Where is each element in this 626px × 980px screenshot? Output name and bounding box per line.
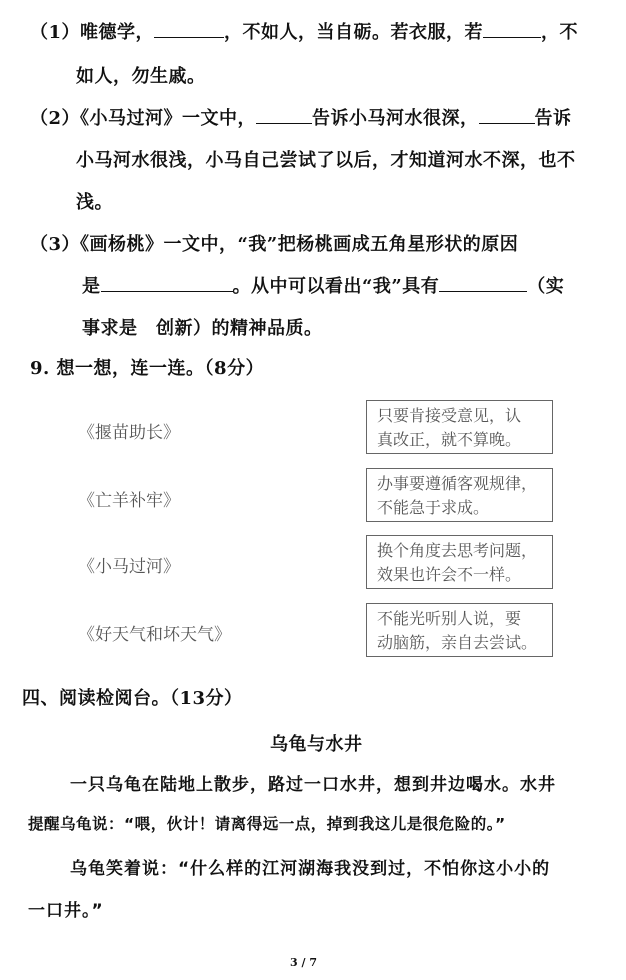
page-number: 3 / 7 [290, 956, 317, 969]
q9-title: 9. 想一想，连一连。（8分） [30, 358, 265, 379]
idiom-1[interactable]: 《揠苗助长》 [78, 423, 180, 443]
q8-item1-text-b: ，不如人，当自砺。若衣服，若 [224, 22, 484, 43]
meaning-4-line1: 不能光听别人说，要 [377, 609, 522, 628]
meaning-box-1[interactable] [366, 400, 553, 454]
q8-item1-blank-2[interactable] [483, 19, 541, 38]
q8-item1-text-c: ，不 [541, 22, 579, 43]
idiom-2[interactable]: 《亡羊补牢》 [78, 491, 180, 511]
meaning-2-line2: 不能急于求成。 [377, 498, 490, 517]
q8-item2-line2: 小马河水很浅，小马自己尝试了以后，才知道河水不深，也不 [76, 150, 576, 171]
story-p2-line1: 乌龟笑着说：“什么样的江河湖海我没到过，不怕你这小小的 [70, 859, 551, 879]
meaning-box-4[interactable] [366, 603, 553, 657]
q8-item1-number: （1） [30, 22, 81, 43]
meaning-4-line2: 动脑筋，亲自去尝试。 [377, 633, 538, 652]
q8-item2-blank-1[interactable] [256, 105, 312, 124]
idiom-4[interactable]: 《好天气和坏天气》 [78, 625, 231, 645]
story-p1-line1: 一只乌龟在陆地上散步，路过一口水井，想到井边喝水。水井 [70, 775, 556, 795]
q8-item3-number: （3） [30, 234, 81, 255]
q8-item3-blank-1[interactable] [101, 273, 233, 292]
q8-item1-blank-1[interactable] [154, 19, 224, 38]
meaning-3-line1: 换个角度去思考问题， [377, 541, 538, 560]
meaning-3-line2: 效果也许会不一样。 [377, 565, 522, 584]
idiom-3[interactable]: 《小马过河》 [78, 557, 180, 577]
q8-item2-text-a: 《小马过河》一文中， [80, 108, 257, 129]
meaning-1-line2: 真改正，就不算晚。 [377, 430, 522, 449]
q8-item2-number: （2） [30, 108, 81, 129]
meaning-box-2[interactable] [366, 468, 553, 522]
q8-item3-line3: 事求是 创新）的精神品质。 [82, 318, 323, 339]
story-title: 乌龟与水井 [270, 734, 363, 755]
q8-item3-line2 [82, 272, 564, 298]
q8-item2-text-b: 告诉小马河水很深， [312, 108, 479, 129]
q8-item3-text-c: 。从中可以看出“我”具有 [232, 276, 440, 297]
meaning-2-line1: 办事要遵循客观规律， [377, 474, 538, 493]
story-p1-line2: 提醒乌龟说：“喂，伙计！请离得远一点，掉到我这儿是很危险的。” [28, 815, 506, 833]
q8-item1-text-a: 唯德学， [80, 22, 155, 43]
q8-item3-text-b: 是 [82, 276, 101, 297]
section4-title: 四、阅读检阅台。（13分） [22, 688, 243, 709]
q8-item3-text-d: （实 [527, 276, 565, 297]
q8-item2-blank-2[interactable] [479, 105, 535, 124]
story-p2-line2: 一口井。” [28, 901, 104, 921]
meaning-1-line1: 只要肯接受意见，认 [377, 406, 522, 425]
q8-item3-text-a: 《画杨桃》一文中，“我”把杨桃画成五角星形状的原因 [80, 234, 519, 255]
meaning-box-3[interactable] [366, 535, 553, 589]
q8-item1-line2: 如人，勿生戚。 [76, 66, 206, 87]
q8-item3-line1 [30, 230, 518, 256]
q8-item2-line1 [30, 104, 572, 130]
q8-item1-line1 [30, 18, 578, 44]
q8-item3-blank-2[interactable] [439, 273, 527, 292]
q8-item2-text-c: 告诉 [534, 108, 572, 129]
q8-item2-line3: 浅。 [76, 192, 113, 213]
